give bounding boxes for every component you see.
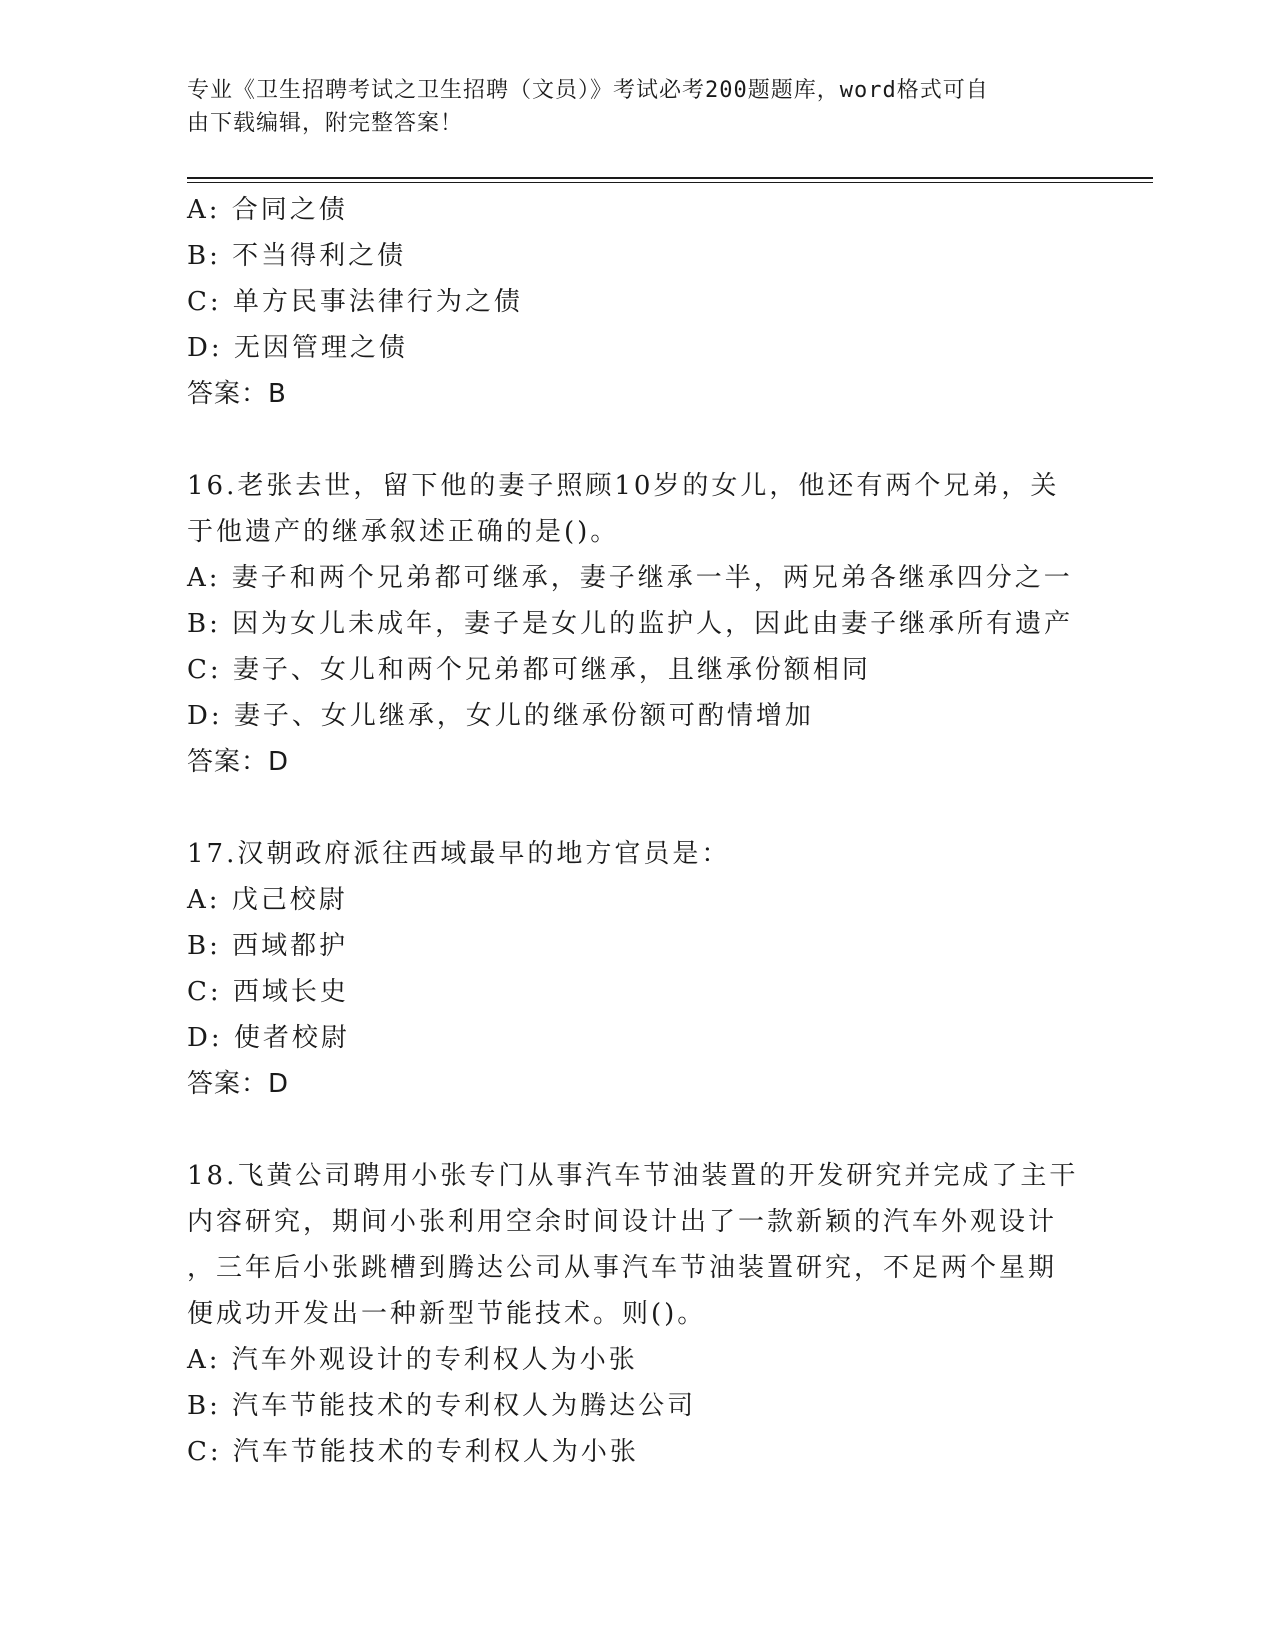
question-17-answer: 答案：D [187, 1069, 290, 1099]
document-header [187, 74, 1067, 140]
header-line-2: 由下载编辑，附完整答案！ [187, 111, 464, 136]
question-18-block [187, 1153, 1087, 1475]
question-16-answer: 答案：D [187, 747, 290, 777]
question-16-option-d: D: 妻子、女儿继承，女儿的继承份额可酌情增加 [187, 701, 814, 731]
spacer [187, 1107, 1087, 1153]
question-18-option-c: C: 汽车节能技术的专利权人为小张 [187, 1437, 639, 1467]
question-16-option-b: B: 因为女儿未成年，妻子是女儿的监护人，因此由妻子继承所有遗产 [187, 609, 1074, 639]
question-15-option-c: C: 单方民事法律行为之债 [187, 287, 523, 317]
question-17-option-a: A: 戊己校尉 [187, 885, 348, 915]
header-divider-thin [187, 182, 1153, 183]
question-18-stem-line-4: 便成功开发出一种新型节能技术。则()。 [187, 1299, 707, 1329]
header-divider-thick [187, 177, 1153, 179]
question-17-block [187, 831, 1087, 1107]
question-18-option-a: A: 汽车外观设计的专利权人为小张 [187, 1345, 638, 1375]
question-17-option-d: D: 使者校尉 [187, 1023, 350, 1053]
question-17-stem-line-1: 17.汉朝政府派往西域最早的地方官员是： [187, 839, 731, 869]
header-line-1: 专业《卫生招聘考试之卫生招聘（文员）》考试必考200题题库，word格式可自 [187, 78, 989, 103]
document-body [187, 187, 1087, 1475]
question-18-stem-line-2: 内容研究，期间小张利用空余时间设计出了一款新颖的汽车外观设计 [187, 1207, 1058, 1237]
question-16-stem-line-2: 于他遗产的继承叙述正确的是()。 [187, 517, 620, 547]
question-18-stem-line-1: 18.飞黄公司聘用小张专门从事汽车节油装置的开发研究并完成了主干 [187, 1161, 1079, 1191]
spacer [187, 417, 1087, 463]
question-18-option-b: B: 汽车节能技术的专利权人为腾达公司 [187, 1391, 697, 1421]
question-15-block [187, 187, 1087, 417]
question-15-option-d: D: 无因管理之债 [187, 333, 408, 363]
question-17-option-b: B: 西域都护 [187, 931, 349, 961]
question-16-stem-line-1: 16.老张去世，留下他的妻子照顾10岁的女儿，他还有两个兄弟，关 [187, 471, 1060, 501]
question-16-option-a: A: 妻子和两个兄弟都可继承，妻子继承一半，两兄弟各继承四分之一 [187, 563, 1073, 593]
question-16-option-c: C: 妻子、女儿和两个兄弟都可继承，且继承份额相同 [187, 655, 871, 685]
question-17-option-c: C: 西域长史 [187, 977, 349, 1007]
question-15-answer: 答案：B [187, 379, 287, 409]
question-16-block [187, 463, 1087, 785]
spacer [187, 785, 1087, 831]
question-18-stem-line-3: ，三年后小张跳槽到腾达公司从事汽车节油装置研究，不足两个星期 [187, 1253, 1058, 1283]
question-15-option-b: B: 不当得利之债 [187, 241, 407, 271]
question-15-option-a: A: 合同之债 [187, 195, 348, 225]
